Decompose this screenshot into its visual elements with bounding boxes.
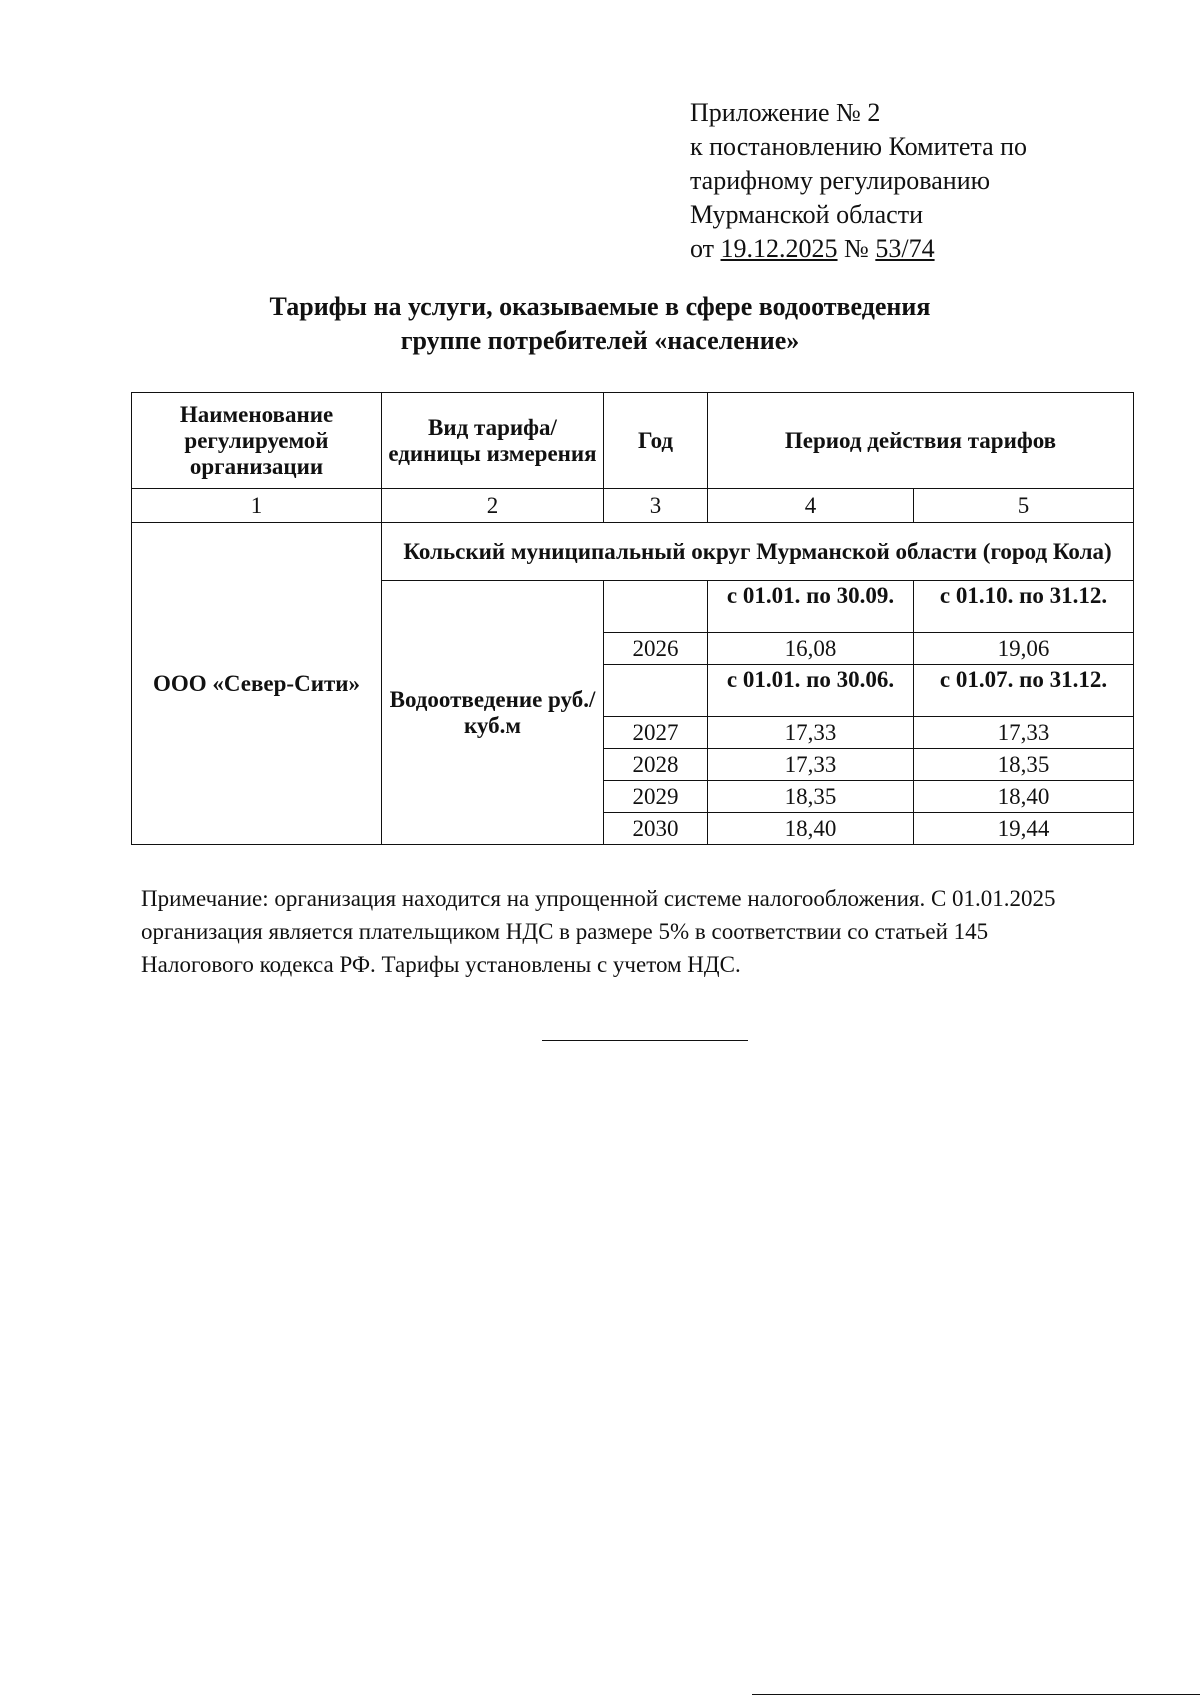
appendix-line-2: к постановлению Комитета по — [690, 132, 1028, 161]
appendix-line-1: Приложение № 2 — [690, 98, 881, 127]
column-number: 4 — [708, 489, 914, 523]
appendix-date-line — [690, 232, 1027, 266]
period-second-2027: с 01.07. по 31.12. — [914, 665, 1134, 717]
value-first: 16,08 — [708, 633, 914, 665]
value-second: 18,35 — [914, 749, 1134, 781]
value-first: 18,40 — [708, 813, 914, 845]
note-line-2: организация является плательщиком НДС в размере 5% в соответствии со статьей 145 — [141, 919, 989, 944]
column-number: 3 — [604, 489, 708, 523]
year-cell: 2026 — [604, 633, 708, 665]
value-first: 17,33 — [708, 717, 914, 749]
appendix-date-prefix: от — [690, 234, 715, 263]
appendix-line-4: Мурманской области — [690, 200, 923, 229]
column-number: 2 — [382, 489, 604, 523]
header-period: Период действия тарифов — [708, 393, 1134, 489]
separator-line — [542, 1040, 748, 1041]
title-line-1: Тарифы на услуги, оказываемые в сфере водоотведения — [269, 292, 931, 321]
appendix-date: 19.12.2025 — [720, 234, 838, 263]
value-second: 19,06 — [914, 633, 1134, 665]
appendix-number-sign: № — [844, 234, 869, 263]
header-tariff-type: Вид тарифа/единицы измерения — [382, 393, 604, 489]
year-cell-empty — [604, 581, 708, 633]
appendix-number: 53/74 — [875, 234, 935, 263]
value-second: 18,40 — [914, 781, 1134, 813]
tariff-table — [131, 392, 1134, 845]
document-title — [0, 290, 1200, 358]
year-cell: 2027 — [604, 717, 708, 749]
note-line-3: Налогового кодекса РФ. Тарифы установлены с учетом НДС. — [141, 952, 741, 977]
value-second: 17,33 — [914, 717, 1134, 749]
note-line-1: Примечание: организация находится на упрощенной системе налогообложения. С 01.01.2025 — [141, 886, 1056, 911]
appendix-line-3: тарифному регулированию — [690, 166, 991, 195]
appendix-block — [690, 96, 1027, 266]
column-number-row — [132, 489, 1134, 523]
year-cell: 2028 — [604, 749, 708, 781]
column-number: 1 — [132, 489, 382, 523]
year-cell: 2029 — [604, 781, 708, 813]
organization-cell: ООО «Север-Сити» — [132, 523, 382, 845]
period-first-2026: с 01.01. по 30.09. — [708, 581, 914, 633]
title-line-2: группе потребителей «население» — [400, 326, 800, 355]
header-organization: Наименование регулируемой организации — [132, 393, 382, 489]
region-row — [132, 523, 1134, 581]
column-number: 5 — [914, 489, 1134, 523]
note-paragraph — [141, 882, 1145, 981]
value-second: 19,44 — [914, 813, 1134, 845]
table-header-row — [132, 393, 1134, 489]
bottom-rule — [752, 1694, 1200, 1695]
period-first-2027: с 01.01. по 30.06. — [708, 665, 914, 717]
year-cell: 2030 — [604, 813, 708, 845]
value-first: 17,33 — [708, 749, 914, 781]
tariff-type-cell: Водоотведение руб./куб.м — [382, 581, 604, 845]
header-year: Год — [604, 393, 708, 489]
region-cell: Кольский муниципальный округ Мурманской области (город Кола) — [382, 523, 1134, 581]
value-first: 18,35 — [708, 781, 914, 813]
year-cell-empty — [604, 665, 708, 717]
period-second-2026: с 01.10. по 31.12. — [914, 581, 1134, 633]
